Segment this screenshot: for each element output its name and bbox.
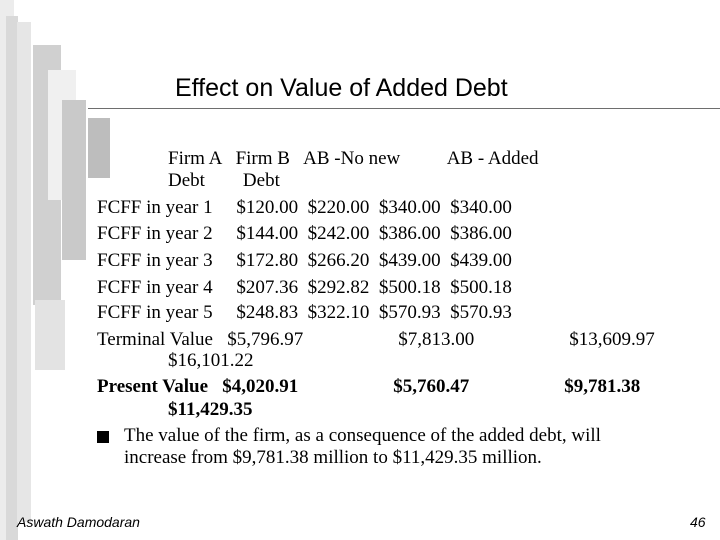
decorative-bar (88, 118, 110, 178)
footer-author: Aswath Damodaran (17, 514, 140, 530)
page-number: 46 (690, 514, 706, 530)
bullet-text: The value of the firm, as a consequence of the added debt, will (124, 425, 601, 446)
title-divider (88, 108, 720, 109)
header-line: Firm A Firm B AB -No new AB - Added (168, 148, 539, 169)
table-row: FCFF in year 5 $248.83 $322.10 $570.93 $570.93 (97, 302, 512, 323)
header-line: Debt Debt (168, 170, 280, 191)
table-row: FCFF in year 2 $144.00 $242.00 $386.00 $386.00 (97, 223, 512, 244)
bullet-square-icon (97, 431, 109, 443)
table-row: FCFF in year 3 $172.80 $266.20 $439.00 $439.00 (97, 250, 512, 271)
table-row: FCFF in year 1 $120.00 $220.00 $340.00 $340.00 (97, 197, 512, 218)
terminal-value-row: Terminal Value $5,796.97 $7,813.00 $13,609.97 (97, 329, 655, 350)
decorative-bar (62, 100, 86, 260)
terminal-value-wrap: $16,101.22 (168, 350, 254, 371)
present-value-wrap: $11,429.35 (168, 399, 253, 420)
bullet-text: increase from $9,781.38 million to $11,429.35 million. (124, 447, 542, 468)
table-row: FCFF in year 4 $207.36 $292.82 $500.18 $500.18 (97, 277, 512, 298)
slide-title: Effect on Value of Added Debt (175, 74, 508, 102)
decorative-bar (17, 22, 31, 522)
decorative-bar (35, 300, 65, 370)
present-value-row: Present Value $4,020.91 $5,760.47 $9,781.38 (97, 376, 641, 397)
